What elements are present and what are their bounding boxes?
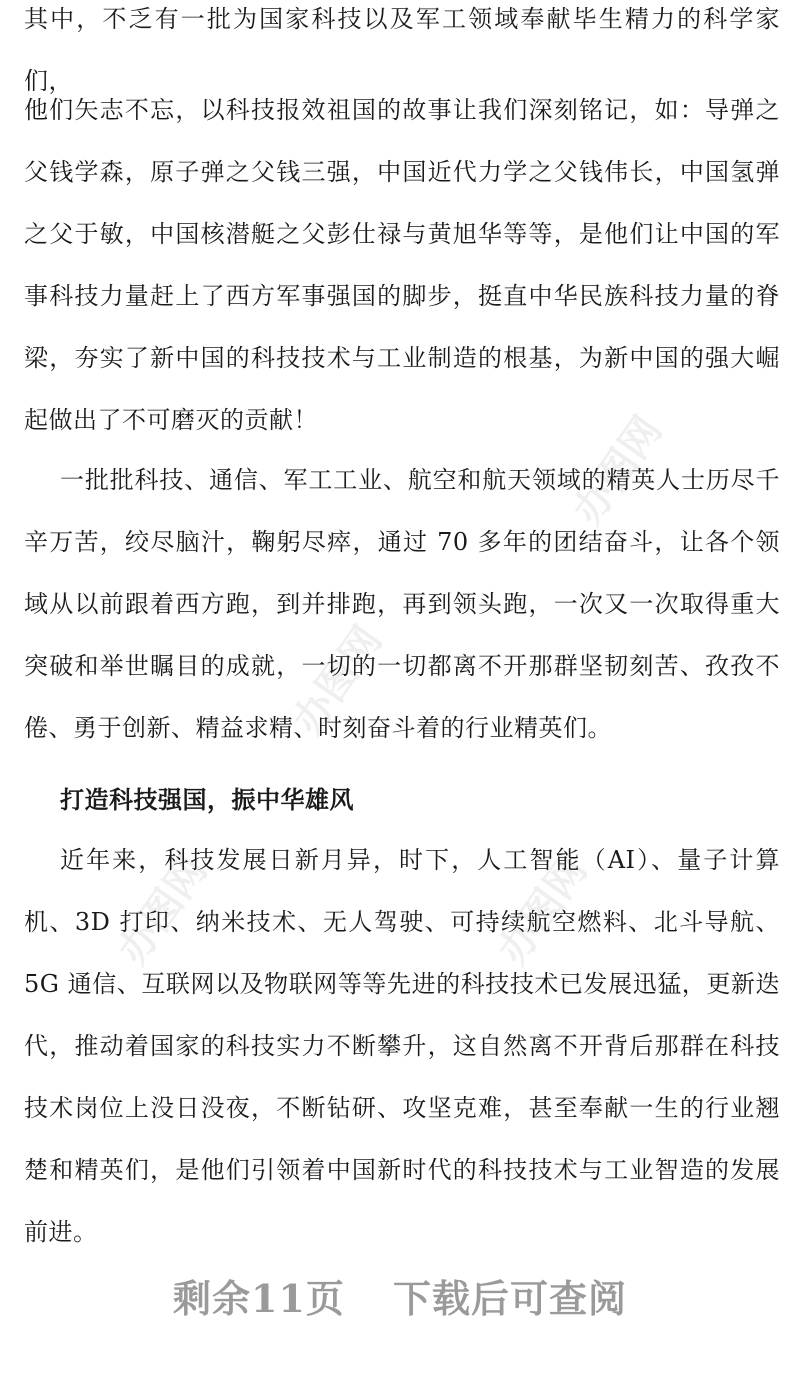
section-heading: 打造科技强国，振中华雄风	[60, 786, 354, 814]
watermark-logo: 办图网	[489, 848, 597, 973]
watermark-logo: 办图网	[284, 618, 392, 743]
watermark-logo: 办图网	[109, 848, 217, 973]
paragraph-scientists: 他们矢志不忘，以科技报效祖国的故事让我们深刻铭记，如：导弹之父钱学森，原子弹之父钱三强，中国近代力学之父钱伟长，中国氢弹之父于敏，中国核潜艇之父彭仕禄与黄旭华等等，是他们让中国的军事科技力量赶上了西方军事强国的脚步，挺直中华民族科技力量的脊梁，夯实了新中国的科技技术与工业制造的根基，为新中国的强大崛起做出了不可磨灭的贡献！	[24, 96, 780, 434]
watermark-logo: 办图网	[564, 408, 672, 533]
paragraph-recent-tech: 近年来，科技发展日新月异，时下，人工智能（AI）、量子计算机、3D 打印、纳米技术、无人驾驶、可持续航空燃料、北斗导航、5G 通信、互联网以及物联网等等先进的科技技术已发展迅猛，更新迭代，推动着国家的科技实力不断攀升，这自然离不开背后那群在科技技术岗位上没日没夜，不断钻研、攻坚克难，甚至奉献一生的行业翘楚和精英们，是他们引领着中国新时代的科技技术与工业智造的发展前进。	[24, 846, 780, 1246]
paragraph-intro-tail: 其中，不乏有一批为国家科技以及军工领域奉献毕生精力的科学家们，	[24, 5, 780, 95]
download-hint-label: 下载后可查阅	[392, 1276, 627, 1321]
remaining-pages-label: 剩余11页	[173, 1276, 345, 1321]
paragraph-elites: 一批批科技、通信、军工工业、航空和航天领域的精英人士历尽千辛万苦，绞尽脑汁，鞠躬尽瘁，通过 70 多年的团结奋斗，让各个领域从以前跟着西方跑，到并排跑，再到领头跑，一次又一次取得重大突破和举世瞩目的成就，一切的一切都离不开那群坚韧刻苦、孜孜不倦、勇于创新、精益求精、时刻奋斗着的行业精英们。	[24, 466, 780, 742]
remaining-pages-banner[interactable]	[0, 1268, 800, 1323]
